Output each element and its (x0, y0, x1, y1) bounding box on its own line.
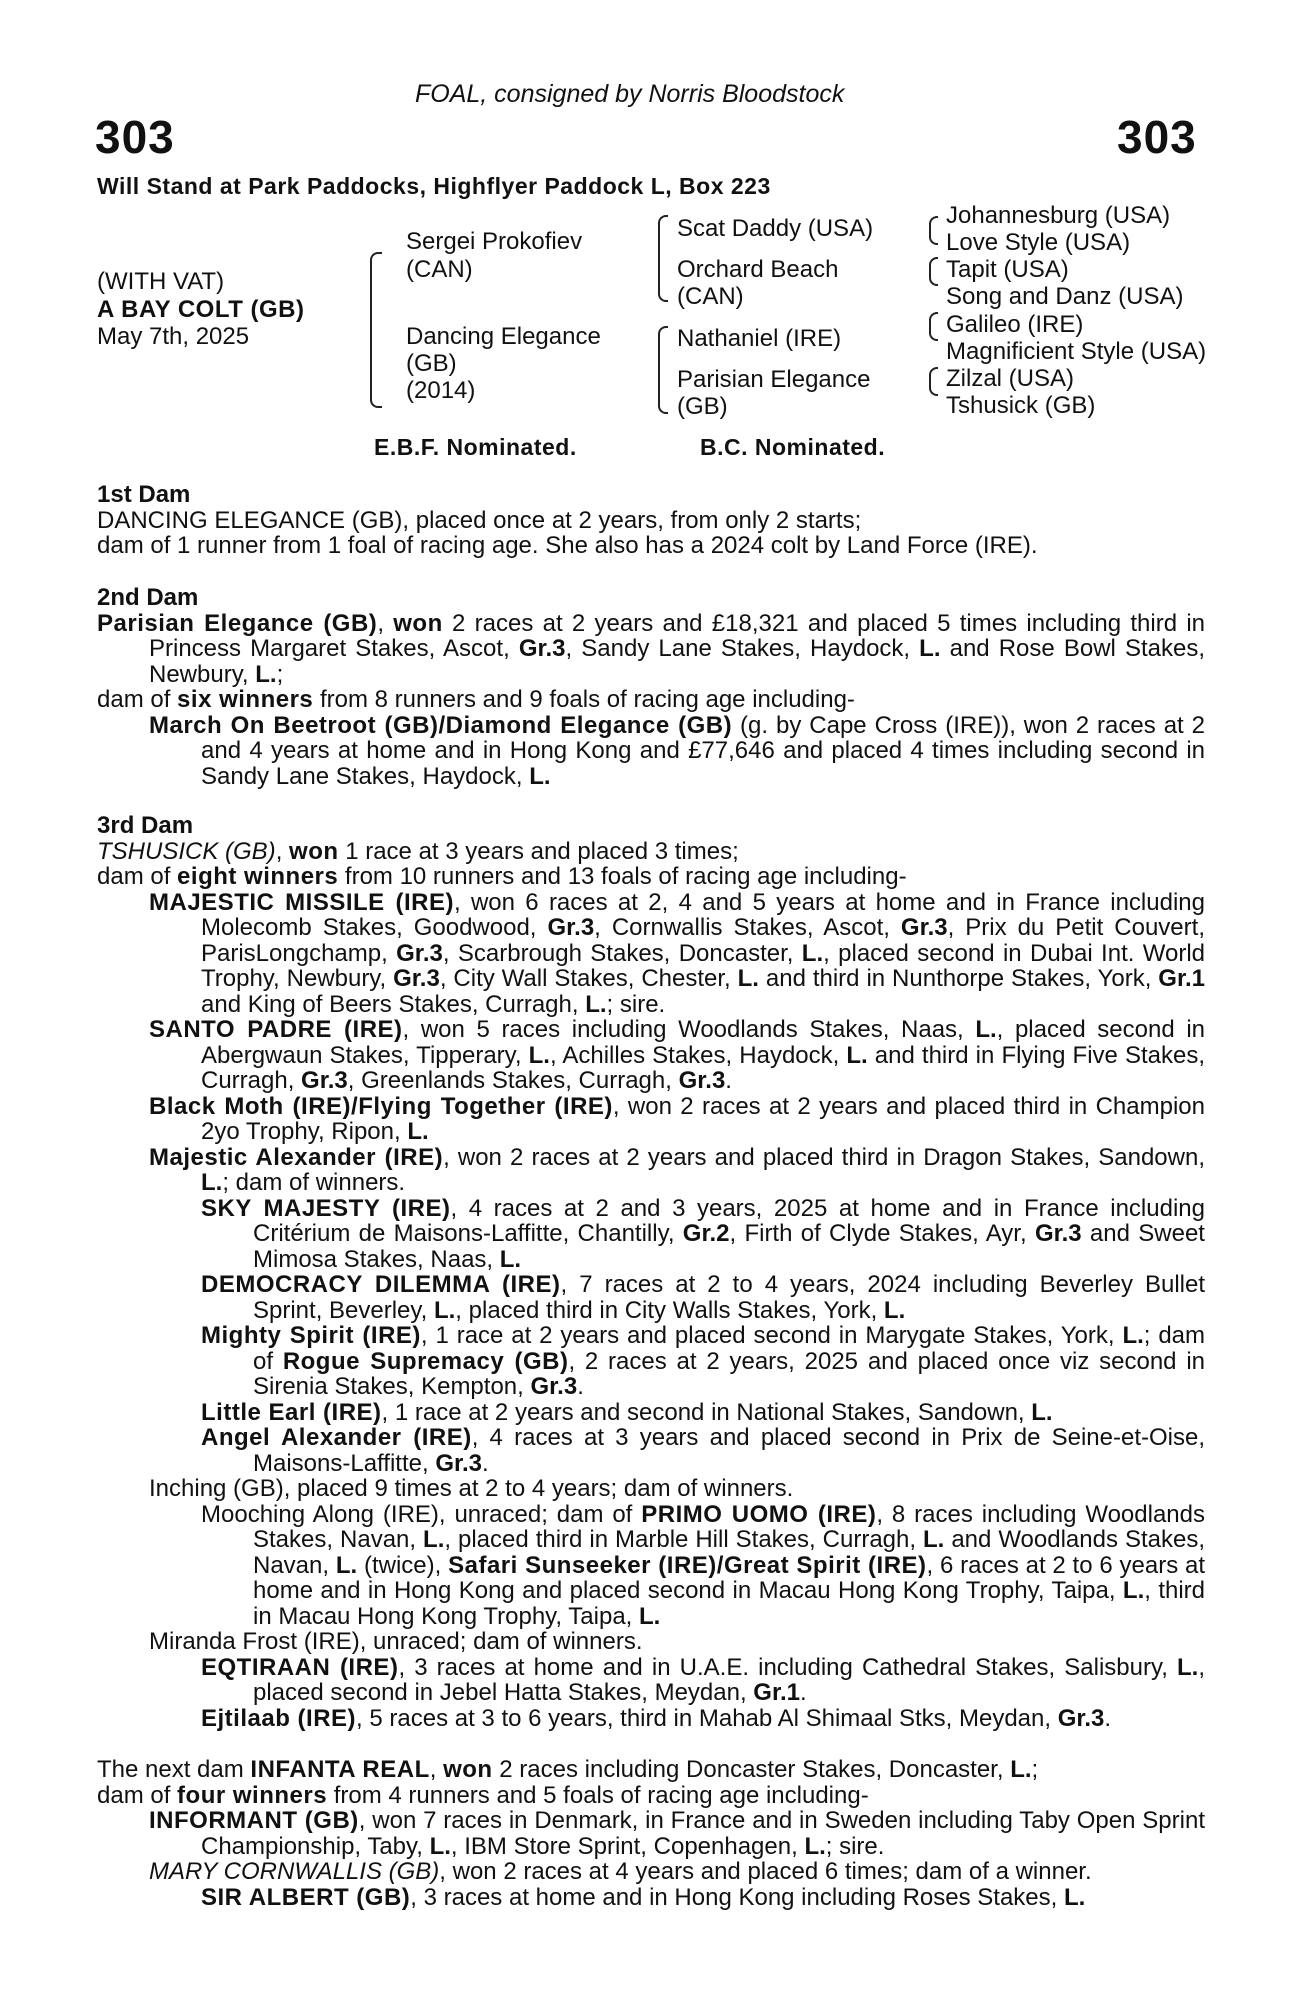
lot-number-right: 303 (1117, 111, 1197, 163)
g3-4: Song and Danz (USA) (946, 283, 1184, 310)
produce-inching: Inching (GB), placed 9 times at 2 to 4 years; dam of winners. (149, 1475, 794, 1502)
sire-sire: Scat Daddy (USA) (677, 215, 874, 242)
produce-majestic-missile: MAJESTIC MISSILE (IRE), won 6 races at 2, 4 and 5 years at home and in France including Molecomb Stakes, Goodwood, Gr.3, Cornwallis Stakes, Ascot, Gr.3, Prix du Petit Couvert, ParisLongchamp, Gr.3, Scarbrough Stakes, Doncaster, L., placed second in Dubai Int. World Trophy, Newbury, Gr.3, City Wall Stakes, Chester, L. and third in Nunthorpe Stakes, York, Gr.1 and King of Beers Stakes, Curragh, L.; sire. (149, 888, 1205, 1018)
second-dam-heading: 2nd Dam (97, 584, 199, 611)
dam-sire: Nathaniel (IRE) (677, 325, 842, 352)
pedigree-brace-top (370, 252, 382, 336)
produce-little-earl: Little Earl (IRE), 1 race at 2 years and second in National Stakes, Sandown, L. (201, 1398, 1053, 1426)
produce-informant: INFORMANT (GB), won 7 races in Denmark, in France and in Sweden including Taby Open Sprint Championship, Taby, L., IBM Store Sprint, Copenhagen, L.; sire. (149, 1807, 1205, 1860)
g3-brace-3-bottom (929, 325, 938, 341)
first-dam-line-1: DANCING ELEGANCE (GB), placed once at 2 years, from only 2 starts; (97, 506, 862, 534)
next-dam-produce: dam of four winners from 4 runners and 5 foals of racing age including- (97, 1781, 869, 1809)
produce-santo-padre: SANTO PADRE (IRE), won 5 races including Woodlands Stakes, Naas, L., placed second in Abergwaun Stakes, Tipperary, L., Achilles Stakes, Haydock, L. and third in Flying Five Stakes, Curragh, Gr.3, Greenlands Stakes, Curragh, Gr.3. (149, 1016, 1205, 1094)
g3-5: Galileo (IRE) (946, 311, 1084, 338)
dam-dam: Parisian Elegance (677, 366, 871, 393)
produce-mary-cornwallis: MARY CORNWALLIS (GB), won 2 races at 4 years and placed 6 times; dam of a winner. (149, 1858, 1092, 1885)
ebf-nomination: E.B.F. Nominated. (374, 434, 577, 460)
second-dam-entry: Parisian Elegance (GB), won 2 races at 2 years and £18,321 and placed 5 times including third in Princess Margaret Stakes, Ascot, Gr.3, Sandy Lane Stakes, Haydock, L. and Rose Bowl Stakes, Newbury, L.; (97, 609, 1206, 688)
third-dam-produce: dam of eight winners from 10 runners and 13 foals of racing age including- (97, 863, 907, 890)
produce-sky-majesty: SKY MAJESTY (IRE), 4 races at 2 and 3 years, 2025 at home and in France including Critérium de Maisons-Laffitte, Chantilly, Gr.2, Firth of Clyde Stakes, Ayr, Gr.3 and Sweet Mimosa Stakes, Naas, L. (201, 1194, 1205, 1273)
vat-note: (WITH VAT) (97, 268, 225, 295)
dam-brace-bottom (658, 366, 668, 414)
third-dam-heading: 3rd Dam (97, 812, 194, 839)
g3-3: Tapit (USA) (946, 256, 1069, 283)
consignor-title: FOAL, consigned by Norris Bloodstock (415, 80, 845, 108)
g3-6: Magnificient Style (USA) (946, 338, 1207, 365)
first-dam-heading: 1st Dam (97, 481, 191, 508)
lot-number-left: 303 (95, 111, 175, 163)
sire-brace-bottom (658, 255, 668, 302)
produce-miranda-frost: Miranda Frost (IRE), unraced; dam of winners. (149, 1628, 643, 1655)
next-dam-entry: The next dam INFANTA REAL, won 2 races including Doncaster Stakes, Doncaster, L.; (97, 1756, 1039, 1783)
produce-majestic-alexander: Majestic Alexander (IRE), won 2 races at 2 years and placed third in Dragon Stakes, Sandown, L.; dam of winners. (149, 1143, 1205, 1196)
produce-mighty-spirit: Mighty Spirit (IRE), 1 race at 2 years and placed second in Marygate Stakes, York, L.; dam of Rogue Supremacy (GB), 2 races at 2 years, 2025 and placed once viz second in Sirenia Stakes, Kempton, Gr.3. (201, 1322, 1206, 1400)
g3-8: Tshusick (GB) (946, 392, 1096, 419)
produce-mooching-along: Mooching Along (IRE), unraced; dam of PRIMO UOMO (IRE), 8 races including Woodlands Stakes, Navan, L., placed third in Marble Hill Stakes, Curragh, L. and Woodlands Stakes, Navan, L. (twice), Safari Sunseeker (IRE)/Great Spirit (IRE), 6 races at 2 to 6 years at home and in Hong Kong and placed second in Macau Hong Kong Trophy, Taipa, L., third in Macau Hong Kong Trophy, Taipa, L. (201, 1500, 1206, 1630)
sire-name: Sergei Prokofiev (406, 228, 583, 255)
dam-year: (2014) (406, 377, 476, 404)
g3-2: Love Style (USA) (946, 229, 1131, 256)
sire-country: (CAN) (406, 256, 473, 283)
second-dam-produce-1: March On Beetroot (GB)/Diamond Elegance (GB) (g. by Cape Cross (IRE)), won 2 races at 2 and 4 years at home and in Hong Kong and £77,646 and placed 4 times including second in Sandy Lane Stakes, Haydock, L. (149, 711, 1205, 790)
produce-eqtiraan: EQTIRAAN (IRE), 3 races at home and in U.A.E. including Cathedral Stakes, Salisbury, L., placed second in Jebel Hatta Stakes, Meydan, Gr.1. (201, 1653, 1205, 1706)
horse-dob: May 7th, 2025 (97, 323, 250, 350)
dam-brace-top (658, 326, 668, 368)
dam-name: Dancing Elegance (406, 323, 601, 350)
third-dam-entry: TSHUSICK (GB), won 1 race at 3 years and placed 3 times; (97, 837, 739, 865)
dam-country: (GB) (406, 350, 457, 377)
sire-brace-top (658, 215, 668, 257)
produce-angel-alexander: Angel Alexander (IRE), 4 races at 3 years and placed second in Prix de Seine-et-Oise, Maisons-Laffitte, Gr.3. (201, 1424, 1206, 1477)
g3-brace-2-bottom (929, 270, 938, 286)
g3-7: Zilzal (USA) (946, 365, 1075, 392)
produce-sir-albert: SIR ALBERT (GB), 3 races at home and in Hong Kong including Roses Stakes, L. (201, 1883, 1086, 1911)
first-dam-section (97, 482, 1205, 559)
pedigree-brace-bottom (370, 334, 382, 408)
dam-dam-country: (GB) (677, 393, 728, 420)
g3-brace-1-bottom (929, 229, 938, 245)
second-dam-name: Parisian Elegance (GB) (97, 609, 378, 637)
g3-brace-4-bottom (929, 380, 938, 396)
sire-dam: Orchard Beach (677, 256, 839, 283)
first-dam-line-2: dam of 1 runner from 1 foal of racing age. She also has a 2024 colt by Land Force (IRE). (97, 532, 1038, 559)
third-dam-section (97, 813, 1205, 1731)
produce-democracy-dilemma: DEMOCRACY DILEMMA (IRE), 7 races at 2 to 4 years, 2024 including Beverley Bullet Sprint, Beverley, L., placed third in City Walls Stakes, York, L. (201, 1271, 1206, 1324)
bc-nomination: B.C. Nominated. (700, 434, 886, 460)
next-dam-section (97, 1757, 1205, 1910)
second-dam-produce: dam of six winners from 8 runners and 9 foals of racing age including- (97, 686, 855, 713)
g3-1: Johannesburg (USA) (946, 202, 1171, 229)
sire-dam-country: (CAN) (677, 283, 744, 310)
second-dam-section (97, 585, 1205, 789)
stand-location: Will Stand at Park Paddocks, Highflyer Paddock L, Box 223 (97, 173, 771, 199)
horse-name: A BAY COLT (GB) (97, 296, 305, 323)
produce-black-moth: Black Moth (IRE)/Flying Together (IRE), won 2 races at 2 years and placed third in Champion 2yo Trophy, Ripon, L. (149, 1092, 1205, 1145)
produce-ejtilaab: Ejtilaab (IRE), 5 races at 3 to 6 years, third in Mahab Al Shimaal Stks, Meydan, Gr.3. (201, 1704, 1112, 1732)
